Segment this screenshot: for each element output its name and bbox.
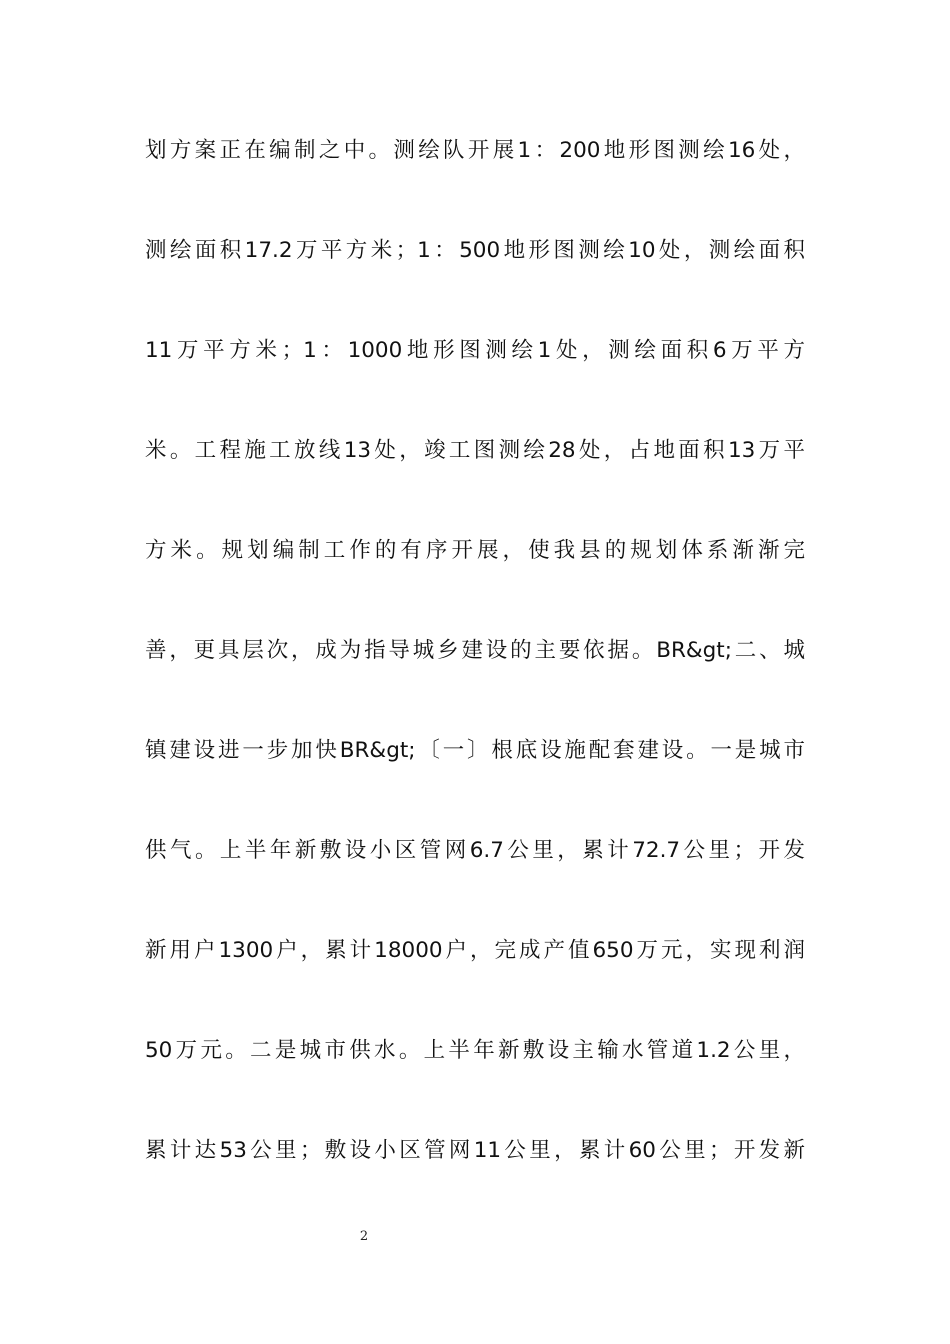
text-line-9: 新用户1300户，累计18000户，完成产值650万元，实现利润: [145, 938, 805, 963]
text-line-5: 方米。规划编制工作的有序开展，使我县的规划体系渐渐完: [145, 538, 805, 563]
text-line-4: 米。工程施工放线13处，竣工图测绘28处，占地面积13万平: [145, 438, 805, 463]
body-text: [145, 128, 805, 1228]
text-line-7: 镇建设进一步加快BR&gt;〔一〕根底设施配套建设。一是城市: [145, 738, 805, 763]
text-line-2: 测绘面积17.2万平方米；1：500地形图测绘10处，测绘面积: [145, 238, 805, 263]
text-line-10: 50万元。二是城市供水。上半年新敷设主输水管道1.2公里，: [145, 1038, 805, 1063]
page-number: 2: [359, 1229, 369, 1244]
text-line-3: 11万平方米；1：1000地形图测绘1处，测绘面积6万平方: [145, 338, 805, 363]
text-line-6: 善，更具层次，成为指导城乡建设的主要依据。BR&gt;二、城: [145, 638, 805, 663]
text-line-1: 划方案正在编制之中。测绘队开展1：200地形图测绘16处，: [145, 138, 805, 163]
text-line-11: 累计达53公里；敷设小区管网11公里，累计60公里；开发新: [145, 1138, 805, 1163]
text-line-8: 供气。上半年新敷设小区管网6.7公里，累计72.7公里；开发: [145, 838, 805, 863]
